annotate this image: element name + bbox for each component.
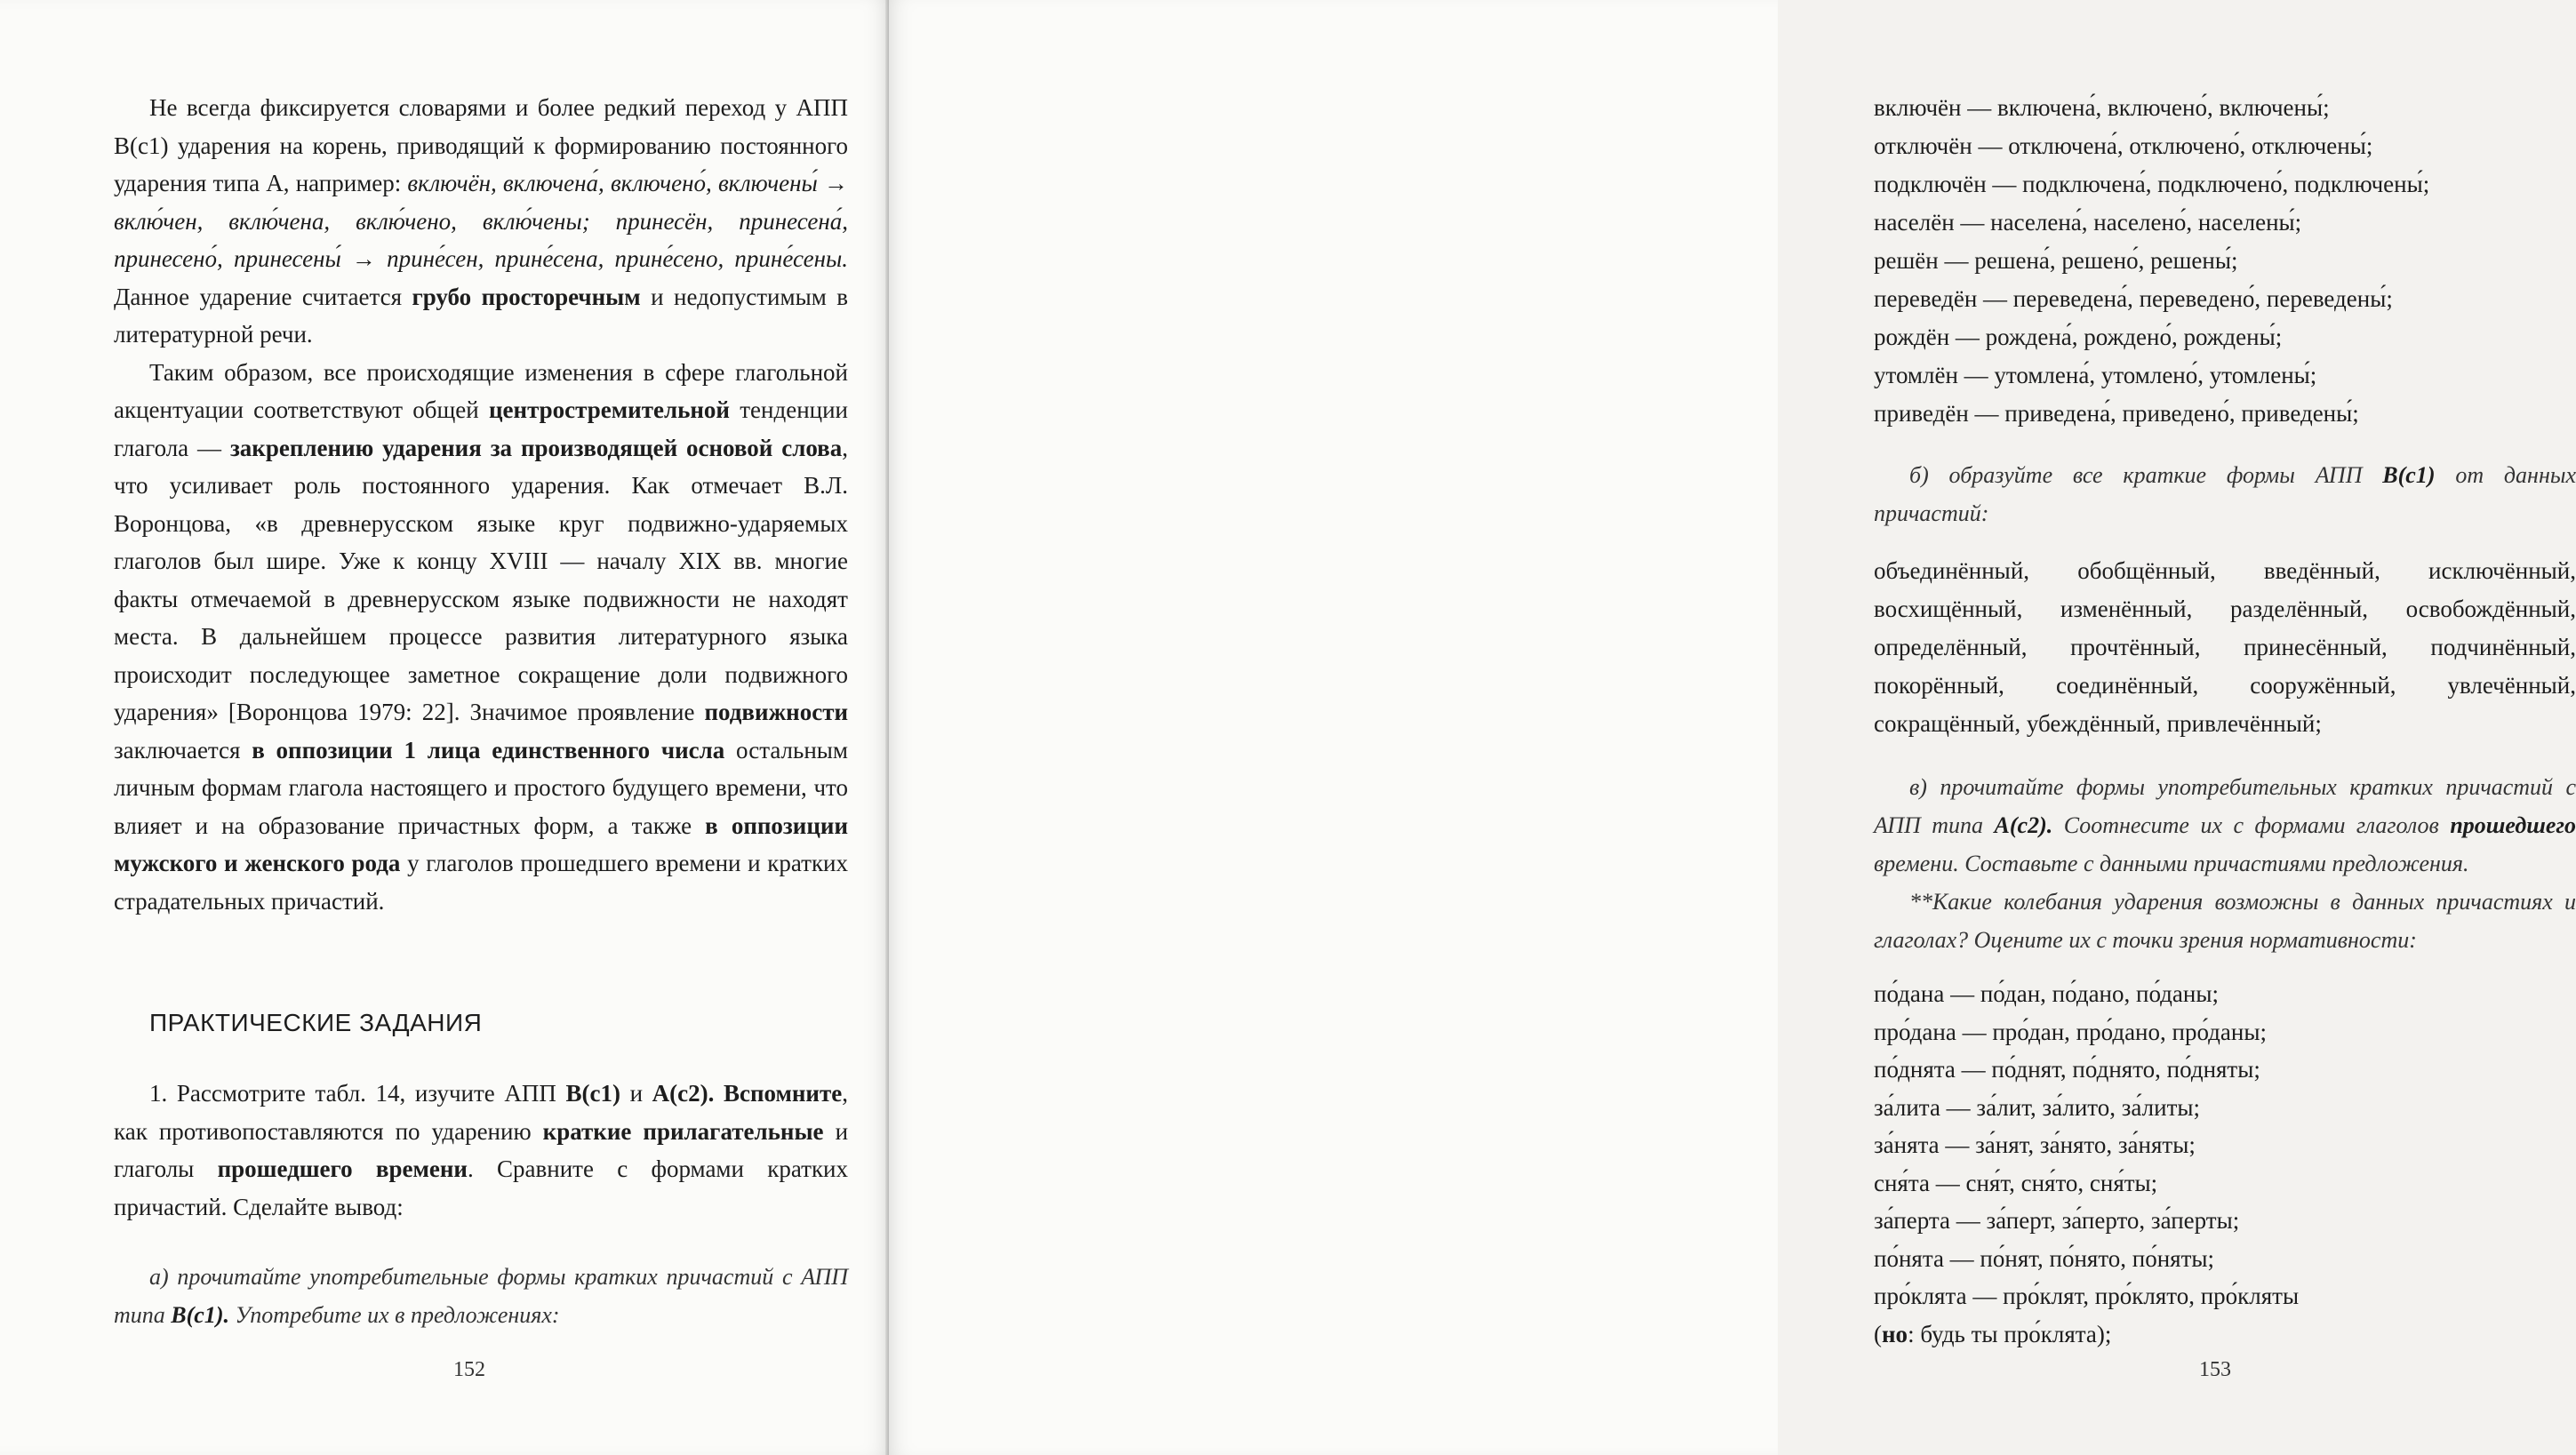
list-item: решён — решена́, решено́, решены́; bbox=[1874, 247, 2238, 274]
list-item: по́дана — по́дан, по́дано, по́даны; bbox=[1874, 980, 2219, 1007]
list-item: за́лита — за́лит, за́лито, за́литы; bbox=[1874, 1093, 2201, 1121]
list-item: рождён — рождена́, рождено́, рождены́; bbox=[1874, 324, 2283, 350]
list-item: включён — включена́, включено́, включены́; bbox=[1874, 94, 2330, 121]
list-item: переведён — переведена́, переведено́, переведены́; bbox=[1874, 285, 2393, 312]
examples-italic: включён, включена́, включено́, включены́ → вклю́чен, вклю́чена, вклю́чено, вклю́чены; принесён, принесена́, принесено́, принесены́ → прине́сен, прине́сена, прине́сено, прине́сены. bbox=[114, 170, 848, 272]
left-page bbox=[0, 0, 889, 1455]
task-1a: а) прочитайте употребительные формы кратких причастий с АПП типа В(с1). Употребите их в предложениях: bbox=[114, 1264, 848, 1328]
participle-words: объединённый, обобщённый, введённый, исключённый, восхищённый, изменённый, разделённый, освобождённый, определённый, прочтённый, принесённый, подчинённый, покорённый, соединённый, сооружённый, увлечённый, сокращённый, убеждённый, привлечённый; bbox=[1874, 557, 2576, 737]
section-heading: ПРАКТИЧЕСКИЕ ЗАДАНИЯ bbox=[149, 1009, 483, 1036]
task-1b: б) образуйте все краткие формы АПП В(с1) от данных причастий: bbox=[1874, 462, 2576, 526]
list-item: за́перта — за́перт, за́перто, за́перты; bbox=[1874, 1207, 2240, 1234]
list-item: по́днята — по́днят, по́днято, по́дняты; bbox=[1874, 1056, 2260, 1083]
right-text-column bbox=[1874, 89, 2576, 1353]
task-1c-note: **Какие колебания ударения возможны в данных причастиях и глаголах? Оцените их с точки зрения нормативности: bbox=[1874, 889, 2576, 953]
list-item: про́клята — про́клят, про́клято, про́кляты bbox=[1874, 1283, 2300, 1309]
right-page bbox=[889, 0, 2576, 1455]
task-1c: в) прочитайте формы употребительных кратких причастий с АПП типа А(с2). Соотнесите их с формами глаголов прошедшего времени. Составьте с данными причастиями предложения. bbox=[1874, 774, 2576, 876]
list-item: утомлён — утомлена́, утомлено́, утомлены́; bbox=[1874, 362, 2317, 388]
list-item: подключён — подключена́, подключено́, подключены́; bbox=[1874, 171, 2430, 197]
list-item: за́нята — за́нят, за́нято, за́няты; bbox=[1874, 1131, 2196, 1158]
page-number-left: 152 bbox=[453, 1358, 485, 1381]
paragraph-accent-shift: Не всегда фиксируется словарями и более редкий переход у АПП В(с1) ударения на корень, приводящий к формированию постоянного ударения типа А, например: включён, включена́, включено́, включены́ → вклю́чен, вклю́чена, вклю́чено, вклю́чены; принесён, принесена́, принесено́, принесены́ → прине́сен, прине́сена, прине́сено, прине́сены. Данное ударение считается грубо просторечным и недопустимым в литературной речи. bbox=[114, 94, 849, 348]
list-item: приведён — приведена́, приведено́, приведены́; bbox=[1874, 400, 2359, 427]
list-item: населён — населена́, населено́, населены́; bbox=[1874, 209, 2302, 236]
list-item-last: (но: будь ты про́клята); bbox=[1874, 1320, 2112, 1347]
page-number-right: 153 bbox=[2199, 1358, 2231, 1381]
list-item: сня́та — сня́т, сня́то, сня́ты; bbox=[1874, 1169, 2158, 1196]
list-item: про́дана — про́дан, про́дано, про́даны; bbox=[1874, 1018, 2267, 1045]
participle-list-c bbox=[1874, 975, 2576, 1353]
left-text-column bbox=[114, 89, 848, 1334]
task-1: 1. Рассмотрите табл. 14, изучите АПП В(с1) и А(с2). Вспомните, как противопоставляются по ударению краткие прилагательные и глаголы прошедшего времени. Сравните с формами кратких причастий. Сделайте вывод: bbox=[114, 1080, 849, 1220]
list-item: отключён — отключена́, отключено́, отключены́; bbox=[1874, 132, 2373, 159]
paragraph-conclusion: Таким образом, все происходящие изменения в сфере глагольной акцентуации соответствуют общей центростремительной тенденции глагола — закреплению ударения за производящей основой слова, что усиливает роль постоянного ударения. Как отмечает В.Л. Воронцова, «в древнерусском языке круг подвижно-ударяемых глаголов был шире. Уже к концу XVIII — началу XIX вв. многие факты отмечаемой в древнерусском языке подвижности не находят места. В дальнейшем процессе развития литературного языка происходит последующее заметное сокращение доли подвижного ударения» [Воронцова 1979: 22]. Значимое проявление подвижности заключается в оппозиции 1 лица единственного числа остальным личным формам глагола настоящего и простого будущего времени, что влияет и на образование причастных форм, а также в оппозиции мужского и женского рода у глаголов прошедшего времени и кратких страдательных причастий. bbox=[114, 358, 849, 915]
participle-list-b bbox=[1874, 89, 2576, 433]
list-item: по́нята — по́нят, по́нято, по́няты; bbox=[1874, 1244, 2215, 1272]
